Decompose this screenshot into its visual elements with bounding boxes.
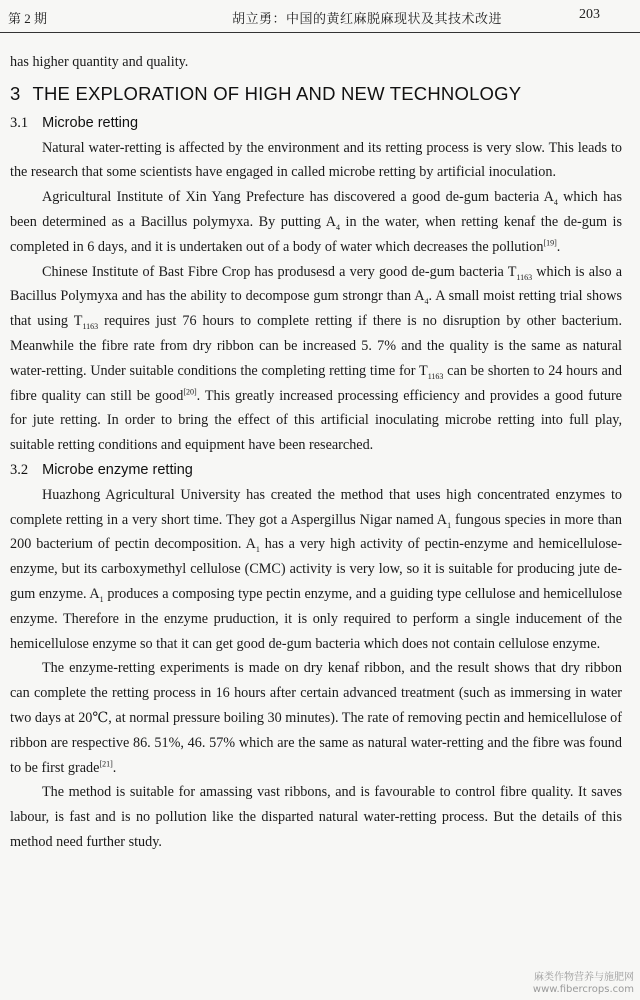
page-number: 203 [579, 7, 600, 22]
watermark-line1: 麻类作物营养与施肥网 [534, 972, 634, 983]
paragraph: The enzyme-retting experiments is made on dry kenaf ribbon, and the result shows that dry ribbon can complete the retting process in 16 hours after certain advanced treatment (such as immersing in water two days at 20℃, at normal pressure boiling 30 minutes). The rate of removing pectin and hemicellulose of ribbon are respective 86. 51%, 46. 57% which are the same as natural water-retting and the fibre was found to be first grade[21]. [10, 660, 622, 776]
citation-ref: [19] [543, 238, 557, 248]
section-heading [10, 83, 622, 105]
subsection-number: 3.2 [10, 461, 29, 478]
running-header [0, 0, 640, 33]
watermark-line2: www.fibercrops.com [532, 984, 634, 995]
subsection-title: Microbe enzyme retting [42, 461, 193, 478]
paragraph: Agricultural Institute of Xin Yang Prefecture has discovered a good de-gum bacteria $A_4$ which has been determined as a Bacillus polymyxa. By putting $A_4$ in the water, when retting kenaf the de-gum is completed in 6 days, and it is undertaken out of a body of water which decreases the pollution[19]. [10, 189, 622, 255]
subsection-heading-enzyme-retting [10, 458, 622, 483]
subsection-number: 3.1 [10, 114, 29, 131]
subsection-heading-microbe-retting [10, 111, 622, 136]
paragraph: Natural water-retting is affected by the environment and its retting process is very slow. This leads to the research that some scientists have engaged in called microbe retting by artificial inoculation. [10, 139, 622, 181]
article-body [10, 50, 622, 855]
subsection-title: Microbe retting [42, 114, 139, 131]
section-title: THE EXPLORATION OF HIGH AND NEW TECHNOLOGY [32, 82, 522, 104]
paragraph: The method is suitable for amassing vast ribbons, and is favourable to control fibre quality. It saves labour, is fast and is no pollution like the disparted natural water-retting process. But the details of this method need further study. [10, 784, 622, 850]
paragraph: Chinese Institute of Bast Fibre Crop has produsesd a very good de-gum bacteria $T_{1163}$ which is also a Bacillus Polymyxa and has the ability to decompose gum strongr than $A_4$. A small moist retting trial shows that using $T_{1163}$ requires just 76 hours to complete retting if there is no disruption by other bacterium. Meanwhile the fibre rate from dry ribbon can be increased 5. 7% and the quality is the same as natural water-retting. Under suitable conditions the completing retting time for $T_{1163}$ can be shorten to 24 hours and fibre quality can still be good[20]. This greatly increased processing efficiency and provides a good future for jute retting. In order to bring the effect of this artificial inoculating microbe retting into full play, suitable retting conditions and equipment have been researched. [10, 263, 622, 454]
carryover-text: has higher quantity and quality. [10, 54, 189, 70]
issue-label: 第 2 期 [8, 11, 48, 26]
citation-ref: [21] [99, 758, 113, 768]
running-title: 胡立勇：中国的黄红麻脱麻现状及其技术改进 [232, 11, 503, 26]
paragraph: Huazhong Agricultural University has created the method that uses high concentrated enzymes to complete retting in a very short time. They got a Aspergillus Nigar named $A_1$ fungous species in more than 200 bacterium of pectin decomposition. $A_1$ has a very high activity of pectin-enzyme and hemicellulose-enzyme, but its carboxymethyl cellulose (CMC) activity is very low, so it is suitable for producing jute de-gum enzyme. $A_1$ produces a composing type pectin enzyme, and a guiding type cellulose and hemicellulose enzyme. Therefore in the enzyme pruduction, it is only required to perform a single inducement of the hemicellulose enzyme so that it can get good de-gum bacteria which does not contain cellulose enzyme. [10, 486, 622, 652]
citation-ref: [20] [183, 386, 197, 396]
section-number: 3 [10, 82, 21, 104]
site-watermark [533, 972, 634, 996]
